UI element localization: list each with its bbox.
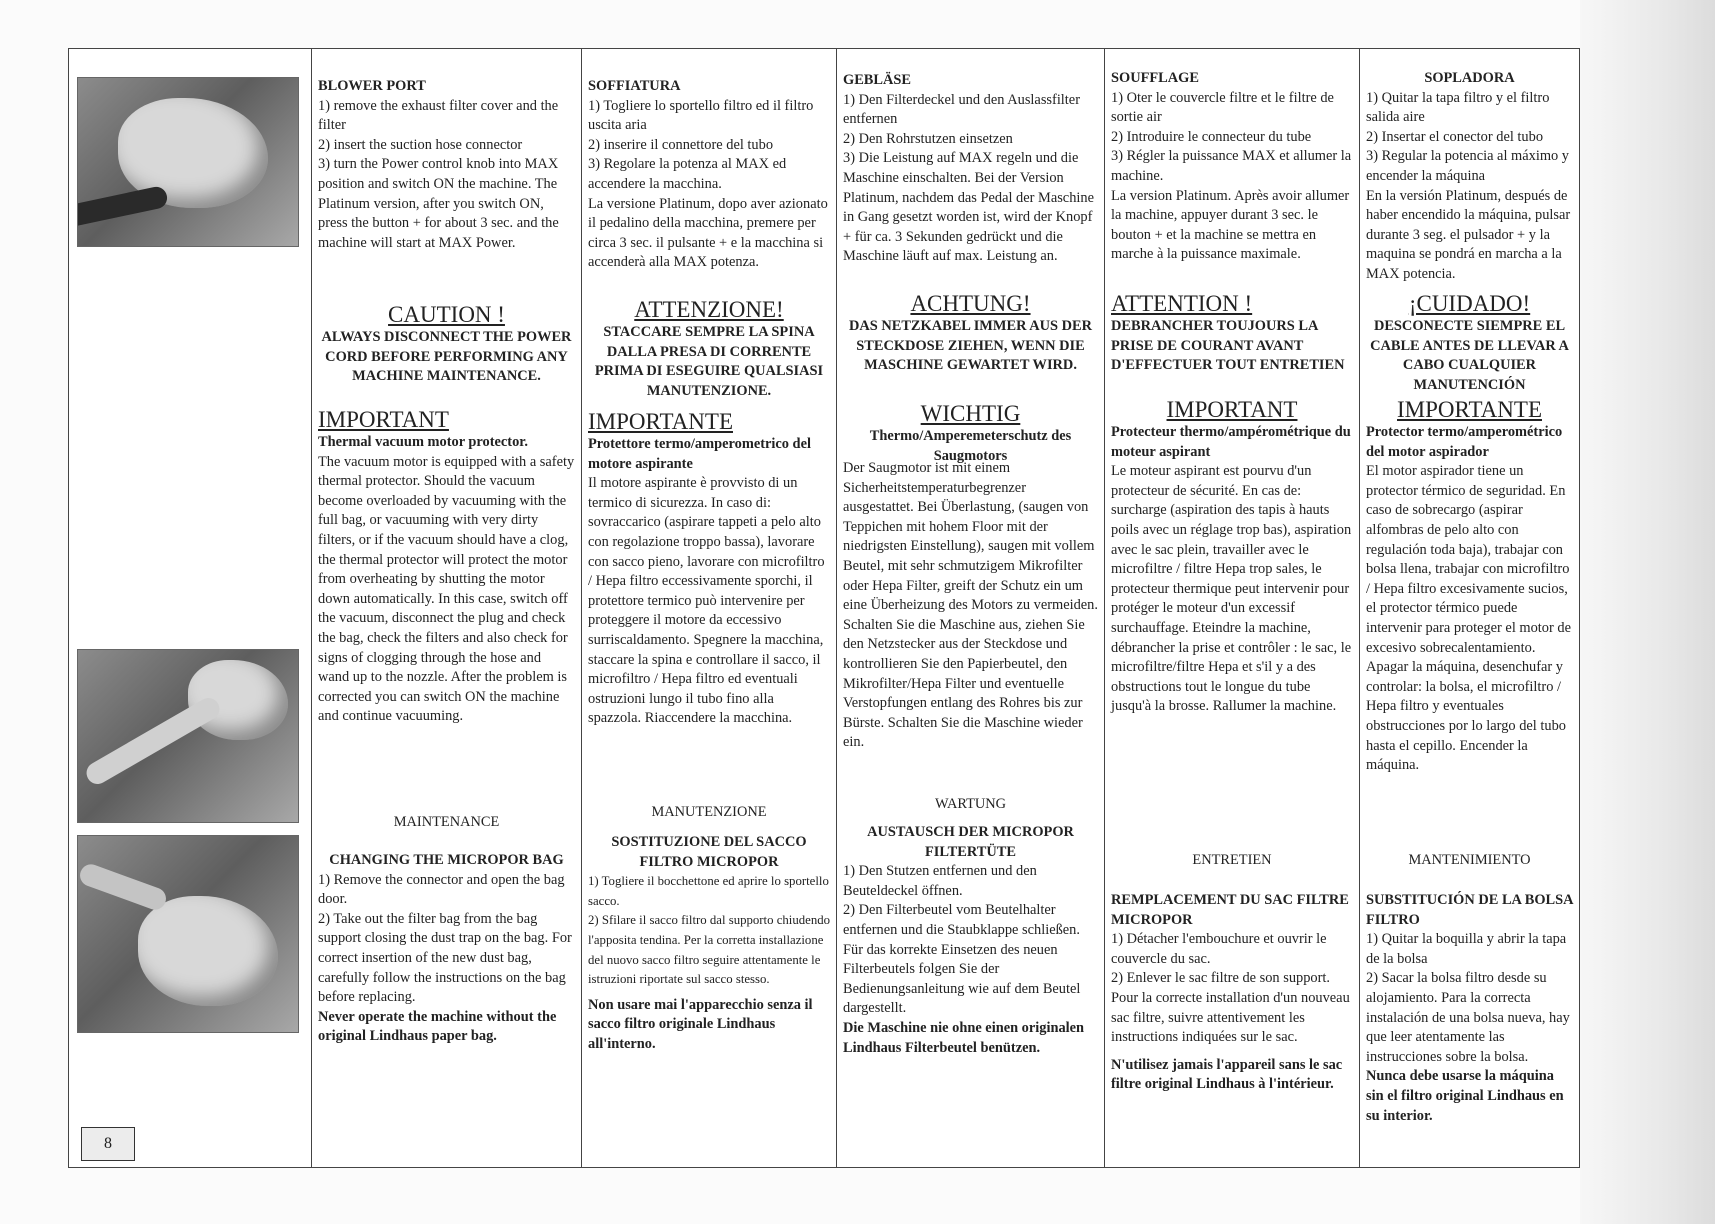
bag-title: AUSTAUSCH DER MICROPOR FILTERTÜTE [867, 824, 1074, 860]
blower-step: 3) Régler la puissance MAX et allumer la machine. [1111, 148, 1352, 184]
protector-text: Le moteur aspirant est pourvu d'un protecteur de sécurité. En cas de: surcharge (aspiration des tapis à hauts poils avec un réglage trop bas), aspiration avec le sac plein, travailler avec le microfiltre / filtre Hepa trop sales, le protecteur thermique peut intervenir pour protéger le moteur d'un excessif surchauffage. Eteindre la machine, débrancher la prise et contrôler : le sac, le microfiltre/filtre Hepa et s'il y a des obstructions tout le longue du tube jusqu'à la brosse. Rallumer la machine. [1111, 463, 1352, 715]
protector-title: Protecteur thermo/ampérométrique du moteur aspirant [1111, 424, 1351, 460]
bag-step: 2) Den Filterbeutel vom Beutelhalter entfernen und die Staubklappe schließen. Für das korrekte Einsetzen des neuen Filterbeutels folgen Sie der Bedienungsanleitung wie auf dem Beutel dargestellt. [843, 902, 1081, 1017]
bag-warning: Never operate the machine without the original Lindhaus paper bag. [318, 1008, 557, 1045]
blower-step: 1) Oter le couvercle filtre et le filtre de sortie air [1111, 89, 1334, 126]
protector-title: Protector termo/amperométrico del motor aspirador [1366, 424, 1563, 460]
maintenance-heading: MAINTENANCE [393, 814, 500, 830]
bag-step: 1) Den Stutzen entfernen und den Beuteldeckel öffnen. [843, 863, 1037, 899]
protector-text: El motor aspirador tiene un protector térmico de seguridad. En caso de sobrecargo (aspirar alfombras de pelo alto con regulación toda baja), trabajar con bolsa llena, trabajar con microfiltro / Hepa filtro excesivamente sucios, el protector térmico puede intervenir para proteger el motor de excesivo sobrecalentamiento. Apagar la máquina, desenchufar y controlar: la bolsa, el microfiltro / Hepa filtro y eventuales obstrucciones por lo largo del tubo hasta el cepillo. Encender la máquina. [1366, 463, 1571, 774]
blower-title: GEBLÄSE [843, 72, 911, 88]
blower-step: 2) Insertar el conector del tubo [1366, 128, 1544, 145]
bag-warning: Nunca debe usarse la máquina sin el filtro original Lindhaus en su interior. [1366, 1068, 1564, 1124]
column-german [837, 49, 1105, 1167]
bag-warning: Die Maschine nie ohne einen originalen Lindhaus Filterbeutel benützen. [843, 1019, 1085, 1056]
blower-port-photo [77, 77, 299, 247]
bag-title: REMPLACEMENT DU SAC FILTRE MICROPOR [1111, 892, 1349, 928]
important-heading: IMPORTANTE [1397, 397, 1542, 422]
blower-step: 2) Introduire le connecteur du tube [1111, 128, 1312, 145]
caution-text: DESCONECTE SIEMPRE EL CABLE ANTES DE LLEVAR A CABO CUALQUIER MANUTENCIÓN [1370, 318, 1569, 393]
caution-text: DEBRANCHER TOUJOURS LA PRISE DE COURANT AVANT D'EFFECTUER TOUT ENTRETIEN [1111, 318, 1345, 374]
blower-title: SOUFFLAGE [1111, 70, 1199, 86]
important-heading: IMPORTANT [318, 407, 449, 432]
blower-step: 2) insert the suction hose connector [318, 136, 523, 153]
bag-step: 2) Sfilare il sacco filtro dal supporto chiudendo l'apposita tendina. Per la corretta installazione del nuovo sacco filtro seguire attentamente le istruzioni riportate sul sacco stesso. [588, 913, 831, 987]
protector-text: Der Saugmotor ist mit einem Sicherheitstemperaturbegrenzer ausgestattet. Bei Überlastung, (saugen von Teppichen mit hohem Floor mit der niedrigsten Einstellung), saugen mit vollem Beutel, mit sehr schmutzigem Mikrofilter oder Hepa Filter, greift der Schutz ein um eine Überheizung des Motors zu vermeiden. Schalten Sie die Maschine aus, ziehen Sie den Netzstecker aus der Steckdose und kontrollieren Sie den Papierbeutel, den Mikrofilter/Hepa Filter und eventuelle Verstopfungen entlang des Rohres bis zur Bürste. Schalten Sie die Maschine wieder ein. [843, 460, 1098, 751]
bag-replacement-photo [77, 835, 299, 1033]
bag-title: SUBSTITUCIÓN DE LA BOLSA FILTRO [1366, 892, 1573, 928]
bag-step: 1) Remove the connector and open the bag door. [318, 871, 565, 908]
caution-text: ALWAYS DISCONNECT THE POWER CORD BEFORE PERFORMING ANY MACHINE MAINTENANCE. [321, 329, 572, 385]
bag-step: 2) Sacar la bolsa filtro desde su alojamiento. Para la correcta instalación de una bolsa nueva, hay que leer atentamente las instrucciones sobre la bolsa. [1366, 970, 1570, 1065]
bag-warning: N'utilisez jamais l'appareil sans le sac filtre original Lindhaus à l'intérieur. [1111, 1056, 1343, 1093]
important-heading: IMPORTANT [1166, 397, 1298, 422]
protector-text: Il motore aspirante è provvisto di un termico di sicurezza. In caso di: sovraccarico (aspirare tappeti a pelo alto con regolazione troppo bassa), lavorare con sacco pieno, lavorare con microfiltro / Hepa filtro eccessivamente sporchi, il protettore termico può intervenire per proteggere il motore da eccessivo surriscaldamento. Spegnere la macchina, staccare la spina e controllare il sacco, il microfiltro / Hepa filtro ed eventuali ostruzioni lungo il tubo fino alla spazzola. Riaccendere la macchina. [588, 475, 825, 727]
blower-step: 3) Regular la potencia al máximo y encender la máquina [1366, 148, 1570, 184]
bag-step: 1) Détacher l'embouchure et ouvrir le couvercle du sac. [1111, 931, 1327, 967]
protector-title: Thermo/Amperemeterschutz des Saugmotors [869, 428, 1072, 464]
caution-text: DAS NETZKABEL IMMER AUS DER STECKDOSE ZIEHEN, WENN DIE MASCHINE GEWARTET WIRD. [848, 318, 1093, 374]
photo-column [69, 49, 312, 1167]
hose-and-nozzle-photo [77, 649, 299, 823]
blower-step: En la versión Platinum, después de haber encendido la máquina, pulsar durante 3 seg. el pulsador + y la maquina se pondrá en marcha a la MAX potencia. [1366, 187, 1571, 282]
column-french [1105, 49, 1360, 1167]
caution-heading: CAUTION ! [388, 302, 505, 327]
blower-step: 1) Togliere lo sportello filtro ed il filtro uscita aria [588, 97, 814, 134]
blower-step: 2) inserire il connettore del tubo [588, 136, 774, 153]
maintenance-heading: ENTRETIEN [1192, 852, 1272, 868]
blower-step: 1) Den Filterdeckel und den Auslassfilter entfernen [843, 91, 1080, 128]
protector-title: Protettore termo/amperometrico del motore aspirante [588, 436, 811, 472]
caution-heading: ATTENTION ! [1111, 291, 1253, 316]
protector-title: Thermal vacuum motor protector. [318, 434, 528, 450]
caution-heading: ACHTUNG! [910, 291, 1031, 316]
bag-warning: Non usare mai l'apparecchio senza il sacco filtro originale Lindhaus all'interno. [588, 996, 813, 1052]
blower-title: SOFFIATURA [588, 78, 681, 94]
blower-step: 1) remove the exhaust filter cover and the filter [318, 97, 559, 134]
column-english [312, 49, 582, 1167]
blower-step: La version Platinum. Après avoir allumer la machine, appuyer durant 3 sec. le bouton + et la machine se mettra en marche à la puissance maximale. [1111, 187, 1350, 263]
blower-title: BLOWER PORT [318, 78, 426, 94]
protector-text: The vacuum motor is equipped with a safety thermal protector. Should the vacuum become overloaded by vacuuming with the full bag, or vacuuming with very dirty filters, or if the vacuum should have a clog, the thermal protector will protect the motor from overheating by shutting the motor down automatically. In this case, switch off the vacuum, disconnect the plug and check the bag, check the filters and also check for signs of clogging through the hose and wand up to the nozzle. After the problem is corrected you can switch ON the machine and continue vacuuming. [318, 453, 575, 725]
bag-title: CHANGING THE MICROPOR BAG [329, 852, 564, 868]
column-spanish [1360, 49, 1579, 1167]
maintenance-heading: MANTENIMIENTO [1408, 852, 1531, 868]
caution-text: STACCARE SEMPRE LA SPINA DALLA PRESA DI CORRENTE PRIMA DI ESEGUIRE QUALSIASI MANUTENZIONE. [594, 324, 824, 399]
caution-heading: ¡CUIDADO! [1408, 291, 1531, 316]
bag-step: 1) Quitar la boquilla y abrir la tapa de la bolsa [1366, 931, 1567, 967]
bag-step: 2) Take out the filter bag from the bag support closing the dust trap on the bag. For correct insertion of the new dust bag, carefully follow the instructions on the bag before replacing. [318, 910, 572, 1006]
bag-title: SOSTITUZIONE DEL SACCO FILTRO MICROPOR [611, 834, 807, 870]
page-fold-shadow [1580, 0, 1715, 1224]
blower-step: 3) Die Leistung auf MAX regeln und die Maschine einschalten. Bei der Version Platinum, nachdem das Pedal der Maschine in Gang gesetzt worden ist, wird der Knopf + für ca. 3 Sekunden gedrückt und die Maschine läuft auf max. Leistung an. [843, 150, 1094, 265]
blower-step: 2) Den Rohrstutzen einsetzen [843, 130, 1013, 147]
blower-step: 1) Quitar la tapa filtro y el filtro salida aire [1366, 89, 1550, 126]
blower-step: La versione Platinum, dopo aver azionato il pedalino della macchina, premere per circa 3 sec. il pulsante + e la macchina si accenderà alla MAX potenza. [588, 195, 828, 271]
bag-step: 2) Enlever le sac filtre de son support. Pour la correcte installation d'un nouveau sac filtre, suivre attentivement les instructions indiquées sur le sac. [1111, 970, 1350, 1046]
blower-step: 3) Regolare la potenza al MAX ed accendere la macchina. [588, 156, 787, 192]
caution-heading: ATTENZIONE! [634, 297, 784, 322]
blower-title: SOPLADORA [1424, 70, 1515, 86]
column-italian [582, 49, 837, 1167]
bag-step: 1) Togliere il bocchettone ed aprire lo sportello sacco. [588, 874, 829, 908]
blower-step: 3) turn the Power control knob into MAX position and switch ON the machine. The Platinum version, after you switch ON, press the button + for about 3 sec. and the machine will start at MAX Power. [318, 156, 559, 251]
important-heading: IMPORTANTE [588, 409, 733, 434]
maintenance-heading: MANUTENZIONE [651, 804, 767, 820]
manual-page [68, 48, 1580, 1168]
maintenance-heading: WARTUNG [934, 796, 1007, 812]
page-number: 8 [81, 1127, 135, 1161]
important-heading: WICHTIG [920, 401, 1021, 426]
